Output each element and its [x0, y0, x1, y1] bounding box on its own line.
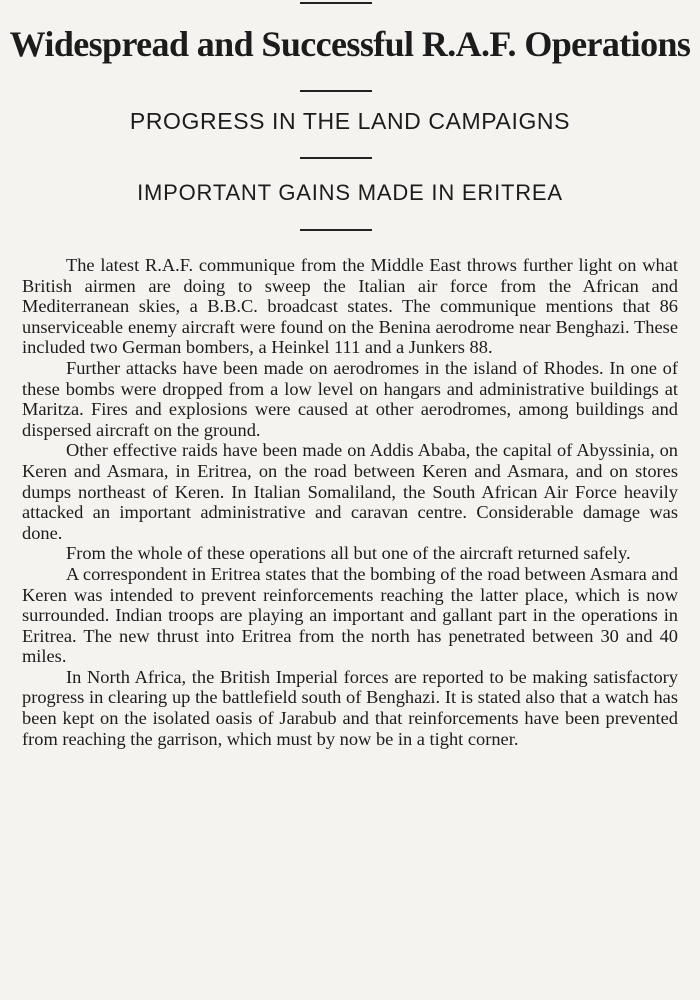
- rule-under-subheading-2: [300, 229, 372, 231]
- subheading-eritrea: IMPORTANT GAINS MADE IN ERITREA: [137, 180, 563, 205]
- paragraph-4: From the whole of these operations all but one of the aircraft returned safely.: [66, 543, 631, 564]
- paragraph-2: Further attacks have been made on aerodromes in the island of Rhodes. In one of these bombs were dropped from a low level on hangars and administrative buildings at Maritza. Fires and explosions were caused at other aerodromes, among buildings and dispersed aircraft on the ground.: [22, 357, 678, 440]
- subheading-progress: PROGRESS IN THE LAND CAMPAIGNS: [129, 108, 571, 134]
- paragraph-3: Other effective raids have been made on Addis Ababa, the capital of Abyssinia, on Keren and Asmara, in Eritrea, on the road between Keren and Asmara, and on stores dumps northeast of Keren. In Italian Somaliland, the South African Air Force heavily attacked an important administrative and caravan centre. Considerable damage was done.: [22, 440, 678, 543]
- article-body: [22, 255, 678, 749]
- paragraph-1: The latest R.A.F. communique from the Middle East throws further light on what British airmen are doing to sweep the Italian air force from the African and Mediterranean skies, a B.B.C. broadcast states. The communique mentions that 86 unserviceable enemy aircraft were found on the Benina aerodrome near Benghazi. These included two German bombers, a Heinkel 111 and a Junkers 88.: [22, 255, 678, 358]
- top-rule: [300, 2, 372, 4]
- rule-under-headline: [300, 90, 372, 92]
- rule-under-subheading-1: [300, 157, 372, 159]
- headline: Widespread and Successful R.A.F. Operations: [9, 24, 691, 64]
- paragraph-6: In North Africa, the British Imperial forces are reported to be making satisfactory progress in clearing up the battlefield south of Benghazi. It is stated also that a watch has been kept on the isolated oasis of Jarabub and that reinforcements have been prevented from reaching the garrison, which must by now be in a tight corner.: [22, 666, 678, 749]
- paragraph-5: A correspondent in Eritrea states that the bombing of the road between Asmara and Keren was intended to prevent reinforcements reaching the latter place, which is now surrounded. Indian troops are playing an important and gallant part in the operations in Eritrea. The new thrust into Eritrea from the north has penetrated between 30 and 40 miles.: [22, 563, 678, 667]
